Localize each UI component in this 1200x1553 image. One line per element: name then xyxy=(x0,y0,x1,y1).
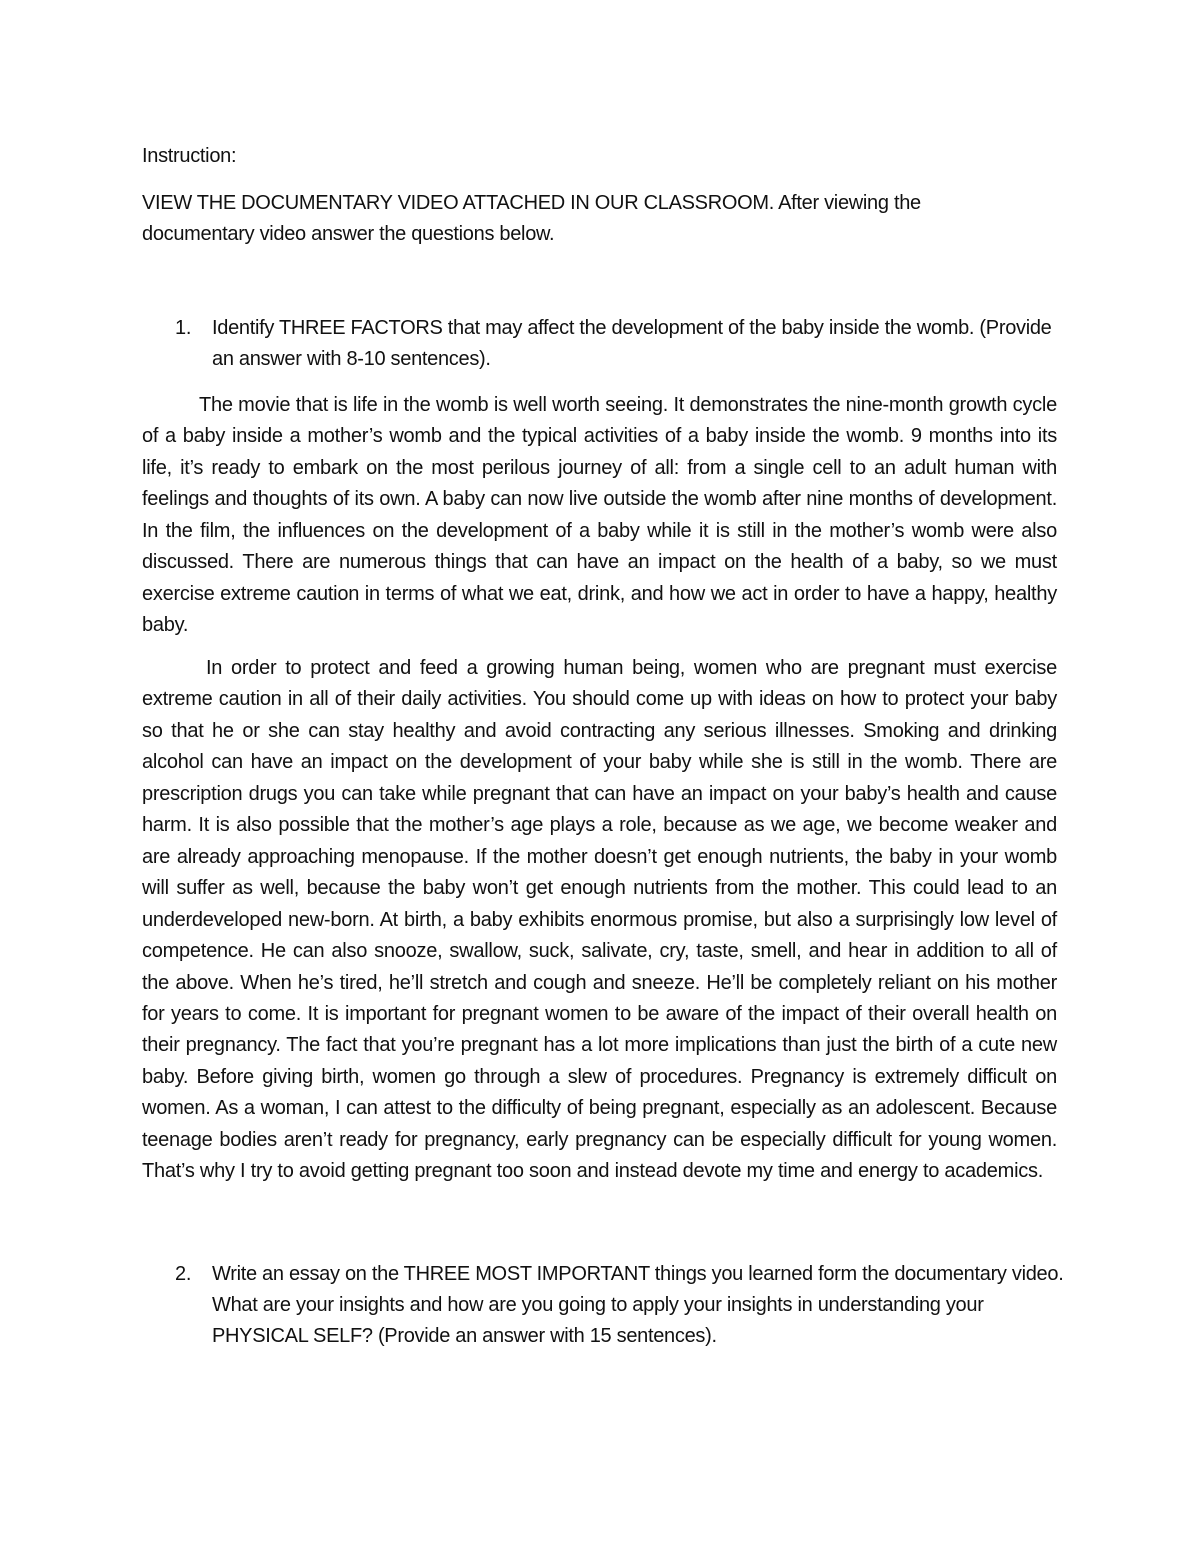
question-1-number: 1. xyxy=(175,317,192,339)
question-2-number: 2. xyxy=(175,1263,192,1285)
question-1-text: Identify THREE FACTORS that may affect the development of the baby inside the womb. (Provide an answer with 8-10 sentences). xyxy=(212,317,1052,370)
answer-paragraph-2: In order to protect and feed a growing human being, women who are pregnant must exercise extreme caution in all of their daily activities. You should come up with ideas on how to protect your baby so that he or she can stay healthy and avoid contracting any serious illnesses. Smoking and drinking alcohol can have an impact on the development of your baby while she is still in the womb. There are prescription drugs you can take while pregnant that can have an impact on your baby’s health and cause harm. It is also possible that the mother’s age plays a role, because as we age, we become weaker and are already approaching menopause. If the mother doesn’t get enough nutrients, the baby in your womb will suffer as well, because the baby won’t get enough nutrients from the mother. This could lead to an underdeveloped new-born. At birth, a baby exhibits enormous promise, but also a surprisingly low level of competence. He can also snooze, swallow, suck, salivate, cry, taste, smell, and hear in addition to all of the above. When he’s tired, he’ll stretch and cough and sneeze. He’ll be completely reliant on his mother for years to come. It is important for pregnant women to be aware of the impact of their overall health on their pregnancy. The fact that you’re pregnant has a lot more implications than just the birth of a cute new baby. Before giving birth, women go through a slew of procedures. Pregnancy is extremely difficult on women. As a woman, I can attest to the difficulty of being pregnant, especially as an adolescent. Because teenage bodies aren’t ready for pregnancy, early pregnancy can be especially difficult for young women. That’s why I try to avoid getting pregnant too soon and instead devote my time and energy to academics. xyxy=(142,657,1057,1183)
question-2-text: Write an essay on the THREE MOST IMPORTANT things you learned form the documentary video. What are your insights and how are you going to apply your insights in understanding your PHYSICAL SELF? (Provide an answer with 15 sentences). xyxy=(212,1263,1064,1347)
instruction-text: VIEW THE DOCUMENTARY VIDEO ATTACHED IN OUR CLASSROOM. After viewing the documentary video answer the questions below. xyxy=(142,192,921,245)
instruction-heading: Instruction: xyxy=(142,145,237,167)
answer-paragraph-1: The movie that is life in the womb is well worth seeing. It demonstrates the nine-month growth cycle of a baby inside a mother’s womb and the typical activities of a baby inside the womb. 9 months into its life, it’s ready to embark on the most perilous journey of all: from a single cell to an adult human with feelings and thoughts of its own. A baby can now live outside the womb after nine months of development. In the film, the influences on the development of a baby while it is still in the mother’s womb were also discussed. There are numerous things that can have an impact on the health of a baby, so we must exercise extreme caution in terms of what we eat, drink, and how we act in order to have a happy, healthy baby. xyxy=(142,394,1057,637)
